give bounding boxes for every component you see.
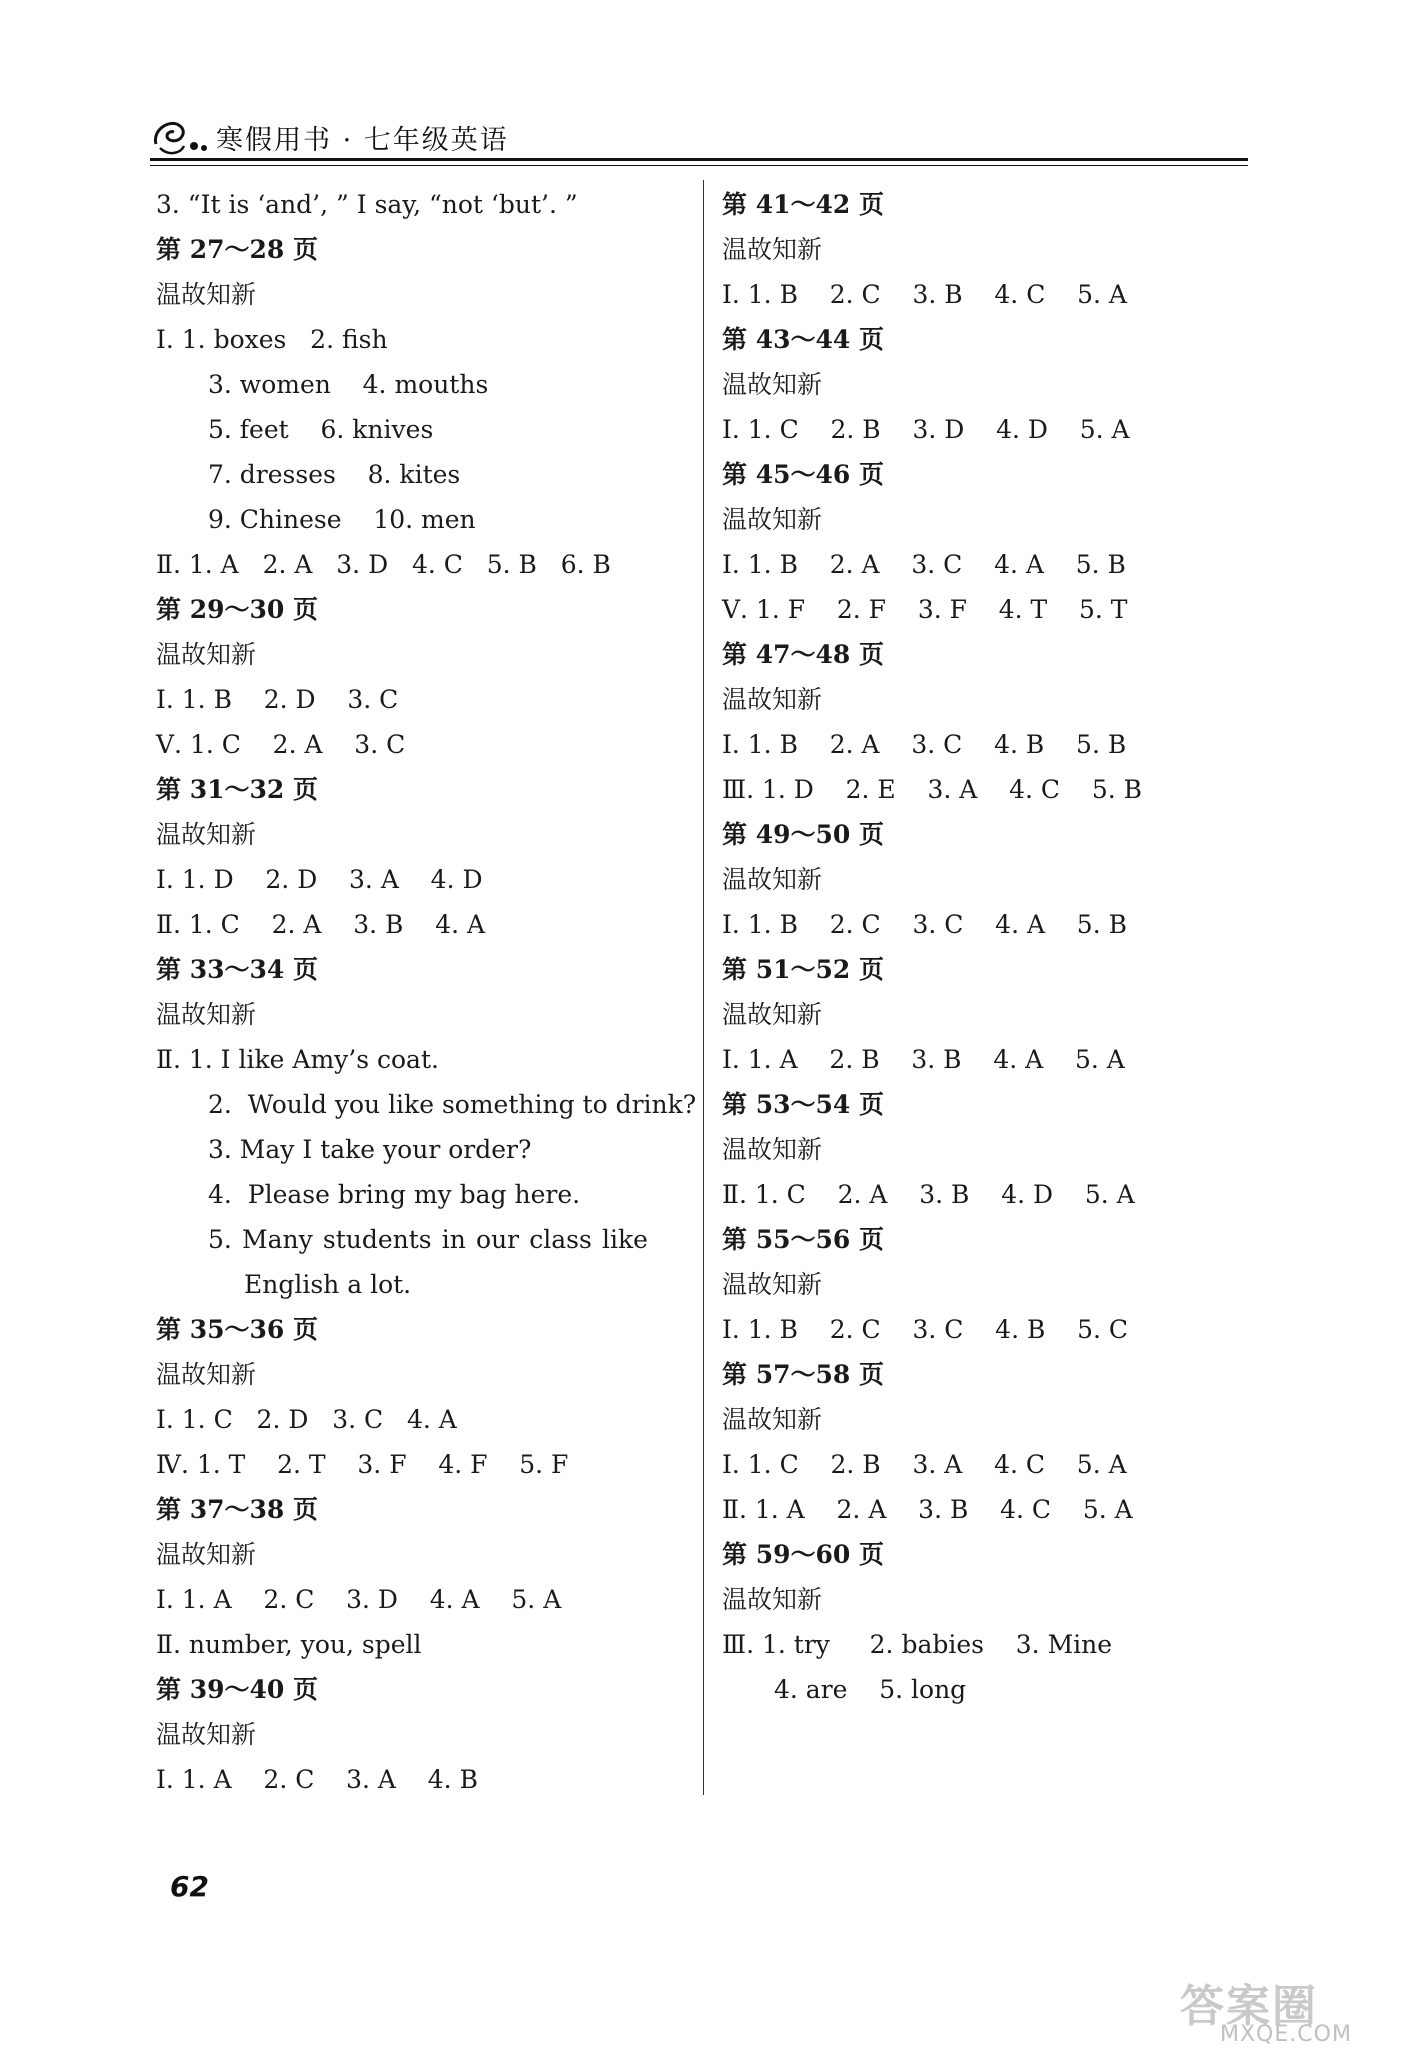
answer-line: 温故知新: [156, 280, 257, 309]
answer-line: 温故知新: [722, 370, 823, 399]
section-heading: 第 39～40 页: [156, 1675, 318, 1704]
answer-line: Ⅱ. 1. C 2. A 3. B 4. A: [156, 910, 486, 939]
answer-line: 5. feet 6. knives: [208, 415, 434, 444]
header-rule-thin: [150, 165, 1248, 166]
answer-line: 温故知新: [722, 235, 823, 264]
section-heading: 第 31～32 页: [156, 775, 318, 804]
answer-line: Ⅰ. 1. B 2. C 3. C 4. B 5. C: [722, 1315, 1129, 1344]
right-column: [722, 182, 1262, 1712]
answer-line: Ⅱ. 1. I like Amy’s coat.: [156, 1045, 439, 1074]
answer-line: Ⅱ. 1. A 2. A 3. D 4. C 5. B 6. B: [156, 550, 611, 579]
answer-line: Ⅰ. 1. A 2. C 3. A 4. B: [156, 1765, 478, 1794]
answer-line: Ⅰ. 1. B 2. C 3. C 4. A 5. B: [722, 910, 1127, 939]
answer-line: 温故知新: [722, 1135, 823, 1164]
answer-line: 3. May I take your order?: [208, 1135, 532, 1164]
answer-line: Ⅰ. 1. B 2. C 3. B 4. C 5. A: [722, 280, 1127, 309]
answer-line: 温故知新: [156, 1360, 257, 1389]
watermark-url: MXQE.COM: [1220, 2022, 1352, 2047]
section-heading: 第 35～36 页: [156, 1315, 318, 1344]
answer-line: 2. Would you like something to drink?: [208, 1090, 697, 1119]
watermark-title: 答案圈: [1180, 1981, 1318, 2032]
answer-line: Ⅱ. 1. C 2. A 3. B 4. D 5. A: [722, 1180, 1135, 1209]
answer-line: 温故知新: [156, 820, 257, 849]
answer-line: Ⅰ. 1. B 2. A 3. C 4. A 5. B: [722, 550, 1126, 579]
answer-line: 9. Chinese 10. men: [208, 505, 476, 534]
answer-line: Ⅰ. 1. boxes 2. fish: [156, 325, 388, 354]
answer-line: Ⅰ. 1. B 2. A 3. C 4. B 5. B: [722, 730, 1127, 759]
word: Many: [242, 1225, 313, 1254]
section-heading: 第 33～34 页: [156, 955, 318, 984]
word: in: [441, 1225, 466, 1254]
answer-line: Ⅰ. 1. A 2. B 3. B 4. A 5. A: [722, 1045, 1125, 1074]
word: students: [322, 1225, 432, 1254]
section-heading: 第 43～44 页: [722, 325, 884, 354]
answer-line: Ⅱ. 1. A 2. A 3. B 4. C 5. A: [722, 1495, 1133, 1524]
answer-line: 温故知新: [156, 1000, 257, 1029]
section-heading: 第 27～28 页: [156, 235, 318, 264]
section-heading: 第 29～30 页: [156, 595, 318, 624]
answer-line: Ⅰ. 1. A 2. C 3. D 4. A 5. A: [156, 1585, 562, 1614]
answer-line: Ⅰ. 1. C 2. D 3. C 4. A: [156, 1405, 457, 1434]
header-rule-thick: [150, 158, 1248, 161]
section-heading: 第 51～52 页: [722, 955, 884, 984]
answer-line: Ⅳ. 1. T 2. T 3. F 4. F 5. F: [156, 1450, 569, 1479]
answer-line: 温故知新: [722, 1405, 823, 1434]
answer-line: Ⅱ. number, you, spell: [156, 1630, 422, 1659]
word: class: [529, 1225, 592, 1254]
section-heading: 第 59～60 页: [722, 1540, 884, 1569]
section-heading: 第 37～38 页: [156, 1495, 318, 1524]
answer-line: 3. women 4. mouths: [208, 370, 489, 399]
answer-line: 温故知新: [722, 1270, 823, 1299]
header-title: 寒假用书 · 七年级英语: [216, 125, 509, 156]
section-heading: 第 55～56 页: [722, 1225, 884, 1254]
answer-line: 7. dresses 8. kites: [208, 460, 461, 489]
answer-line: Ⅰ. 1. C 2. B 3. A 4. C 5. A: [722, 1450, 1127, 1479]
answer-line: 温故知新: [722, 1585, 823, 1614]
answer-line: Ⅴ. 1. F 2. F 3. F 4. T 5. T: [722, 595, 1128, 624]
answer-line: 温故知新: [156, 640, 257, 669]
answer-line: Ⅲ. 1. try 2. babies 3. Mine: [722, 1630, 1113, 1659]
answer-line: 温故知新: [722, 1000, 823, 1029]
section-heading: 第 47～48 页: [722, 640, 884, 669]
answer-line: 温故知新: [722, 685, 823, 714]
word: 5.: [208, 1225, 232, 1254]
swirl-logo-icon: [150, 114, 212, 158]
answer-line: Ⅰ. 1. B 2. D 3. C: [156, 685, 399, 714]
answer-line-justified: [208, 1217, 648, 1262]
answer-line: Ⅰ. 1. C 2. B 3. D 4. D 5. A: [722, 415, 1130, 444]
answer-line: 4. Please bring my bag here.: [208, 1180, 581, 1209]
answer-line: English a lot.: [244, 1270, 412, 1299]
answer-line: [156, 1217, 696, 1262]
section-heading: 第 53～54 页: [722, 1090, 884, 1119]
section-heading: 第 41～42 页: [722, 190, 884, 219]
answer-line: 4. are 5. long: [774, 1675, 967, 1704]
word: like: [601, 1225, 648, 1254]
page-header: [150, 112, 1250, 162]
answer-line: Ⅲ. 1. D 2. E 3. A 4. C 5. B: [722, 775, 1142, 804]
answer-line: Ⅴ. 1. C 2. A 3. C: [156, 730, 406, 759]
column-divider: [703, 180, 704, 1795]
answer-line: 3. “It is ‘and’, ” I say, “not ‘but’. ”: [156, 190, 578, 219]
section-heading: 第 49～50 页: [722, 820, 884, 849]
section-heading: 第 45～46 页: [722, 460, 884, 489]
answer-line: 温故知新: [156, 1720, 257, 1749]
left-column: [156, 182, 696, 1802]
word: our: [476, 1225, 520, 1254]
section-heading: 第 57～58 页: [722, 1360, 884, 1389]
answer-line: Ⅰ. 1. D 2. D 3. A 4. D: [156, 865, 483, 894]
answer-line: 温故知新: [722, 865, 823, 894]
watermark: [1180, 1970, 1390, 2050]
answer-line: 温故知新: [722, 505, 823, 534]
answer-line: 温故知新: [156, 1540, 257, 1569]
page-number: 62: [170, 1870, 209, 1903]
